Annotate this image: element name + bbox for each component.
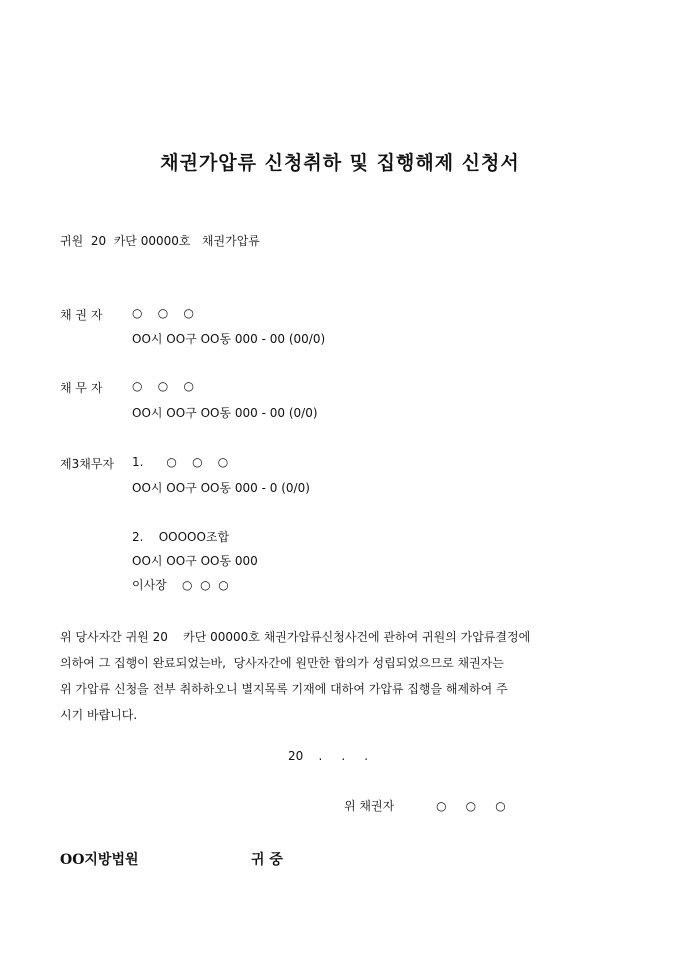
request-body — [60, 624, 622, 728]
date-line: 20 . . . — [288, 749, 369, 763]
body-line: 시기 바랍니다. — [60, 708, 138, 722]
debtor-address: OO시 OO구 OO동 000 - 00 (0/0) — [132, 406, 318, 420]
third-debtor-2-address: OO시 OO구 OO동 000 — [132, 554, 258, 568]
court-name: OO지방법원 — [60, 852, 139, 868]
third-debtor-2-representative: 이사장 ○ ○ ○ — [132, 578, 229, 592]
honorific: 귀 중 — [251, 852, 283, 868]
body-line: 위 가압류 신청을 전부 취하하오니 별지목록 기재에 대하여 가압류 집행을 해제하여 주 — [60, 682, 508, 696]
debtor-label: 채 무 자 — [60, 381, 103, 395]
creditor-label: 채 권 자 — [60, 308, 103, 322]
case-number-line: 귀원 20 카단 00000호 채권가압류 — [60, 234, 260, 248]
third-debtor-label: 제3채무자 — [60, 457, 115, 471]
third-debtor-2-name: 2. OOOOO조합 — [132, 530, 230, 544]
third-debtor-1-name: 1. ○ ○ ○ — [132, 455, 229, 469]
creditor-address: OO시 OO구 OO동 000 - 00 (00/0) — [132, 332, 326, 346]
third-debtor-1-address: OO시 OO구 OO동 000 - 0 (0/0) — [132, 481, 310, 495]
body-line: 위 당사자간 귀원 20 카단 00000호 채권가압류신청사건에 관하여 귀원의 가압류결정에 — [60, 630, 531, 644]
signature-line: 위 채권자 ○ ○ ○ — [344, 799, 506, 813]
body-line: 의하여 그 집행이 완료되었는바, 당사자간에 원만한 합의가 성립되었으므로 채권자는 — [60, 656, 504, 670]
creditor-name: ○ ○ ○ — [132, 306, 194, 320]
document-title: 채권가압류 신청취하 및 집행해제 신청서 — [160, 152, 520, 174]
debtor-name: ○ ○ ○ — [132, 379, 194, 393]
